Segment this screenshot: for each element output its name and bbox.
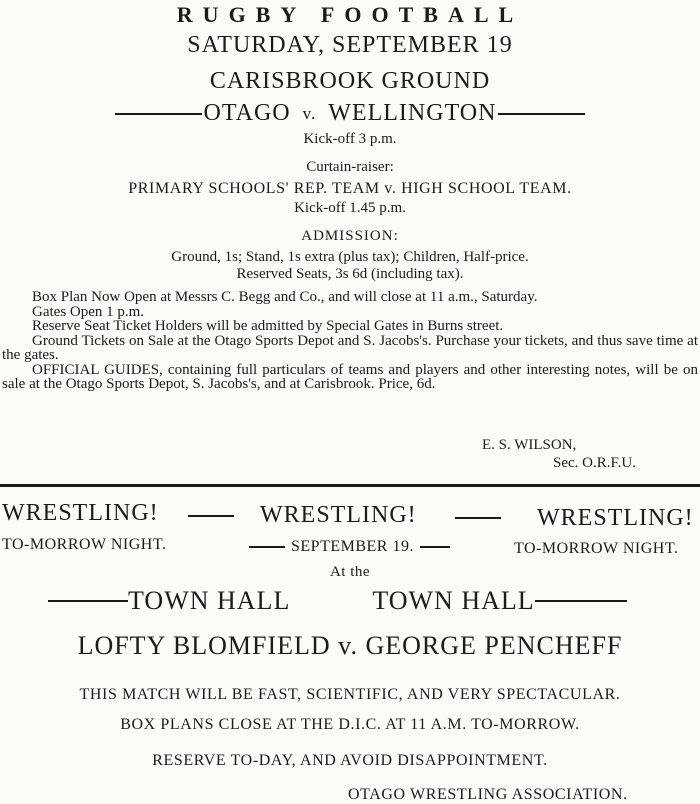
reserved-seats: Reserved Seats, 3s 6d (including tax). <box>236 266 464 282</box>
gates-open-notice: Gates Open 1 p.m. <box>32 303 145 320</box>
notice-box-plans: BOX PLANS CLOSE AT THE D.I.C. AT 11 A.M. TO-MORROW. <box>120 716 580 733</box>
away-team: WELLINGTON <box>328 100 497 126</box>
venue-name-left: TOWN HALL <box>128 586 291 615</box>
ground-name: CARISBROOK GROUND <box>209 68 491 94</box>
wrestling-headline-right: WRESTLING! <box>537 505 694 531</box>
tomorrow-night-right: TO-MORROW NIGHT. <box>514 540 679 557</box>
box-plan-notice: Box Plan Now Open at Messrs C. Begg and Co., and will close at 11 a.m., Saturday. <box>32 289 538 305</box>
headline-dash-1 <box>188 515 234 517</box>
wrestling-date: SEPTEMBER 19. <box>291 538 414 555</box>
ground-tickets-notice: Ground Tickets on Sale at the Otago Sports Depot and S. Jacobs's. Purchase your tickets, and thus save time at the gates. <box>2 332 698 363</box>
rugby-notices <box>2 290 698 392</box>
headline-dash-2 <box>455 517 501 519</box>
wrestling-headline-center: WRESTLING! <box>260 502 417 528</box>
rugby-title: RUGBY FOOTBALL <box>176 2 524 27</box>
wrestling-date-line <box>249 538 456 556</box>
section-divider <box>0 484 700 487</box>
date-dash-right <box>420 546 450 548</box>
main-kickoff: Kick-off 3 p.m. <box>303 131 397 147</box>
versus-label: v. <box>302 103 317 123</box>
venue-dash-left <box>48 600 128 602</box>
signatory-title: Sec. O.R.F.U. <box>553 455 636 471</box>
curtain-raiser-match: PRIMARY SCHOOLS' REP. TEAM v. HIGH SCHOOL TEAM. <box>128 180 572 197</box>
official-guides-notice: OFFICIAL GUIDES, containing full particulars of teams and players and other interesting notes, will be on sale at the Otago Sports Depot, S. Jacobs's, and at Carisbrook. Price, 6d. <box>2 361 698 392</box>
at-the-label: At the <box>329 564 371 580</box>
curtain-raiser-kickoff: Kick-off 1.45 p.m. <box>294 200 406 216</box>
left-dash-rule <box>115 113 202 115</box>
match-date: SATURDAY, SEPTEMBER 19 <box>187 32 513 58</box>
venue-line <box>48 586 658 616</box>
curtain-raiser-label: Curtain-raiser: <box>306 159 394 175</box>
main-match-line <box>115 100 585 127</box>
reserve-gates-notice: Reserve Seat Ticket Holders will be admitted by Special Gates in Burns street. <box>32 318 504 334</box>
wrestling-headline-left: WRESTLING! <box>2 500 159 526</box>
bout-headline: LOFTY BLOMFIELD v. GEORGE PENCHEFF <box>77 631 623 660</box>
right-dash-rule <box>498 113 585 115</box>
admission-label: ADMISSION: <box>301 228 399 244</box>
home-team: OTAGO <box>203 100 291 126</box>
admission-prices: Ground, 1s; Stand, 1s extra (plus tax); Children, Half-price. <box>171 249 529 265</box>
venue-dash-right <box>535 600 627 602</box>
venue-name-right: TOWN HALL <box>372 586 535 615</box>
tomorrow-night-left: TO-MORROW NIGHT. <box>2 536 167 553</box>
notice-reserve-today: RESERVE TO-DAY, AND AVOID DISAPPOINTMENT. <box>152 752 548 769</box>
signatory-name: E. S. WILSON, <box>482 437 577 453</box>
association-signature: OTAGO WRESTLING ASSOCIATION. <box>348 786 628 803</box>
date-dash-left <box>249 546 285 548</box>
notice-fast-match: THIS MATCH WILL BE FAST, SCIENTIFIC, AND VERY SPECTACULAR. <box>79 686 621 703</box>
